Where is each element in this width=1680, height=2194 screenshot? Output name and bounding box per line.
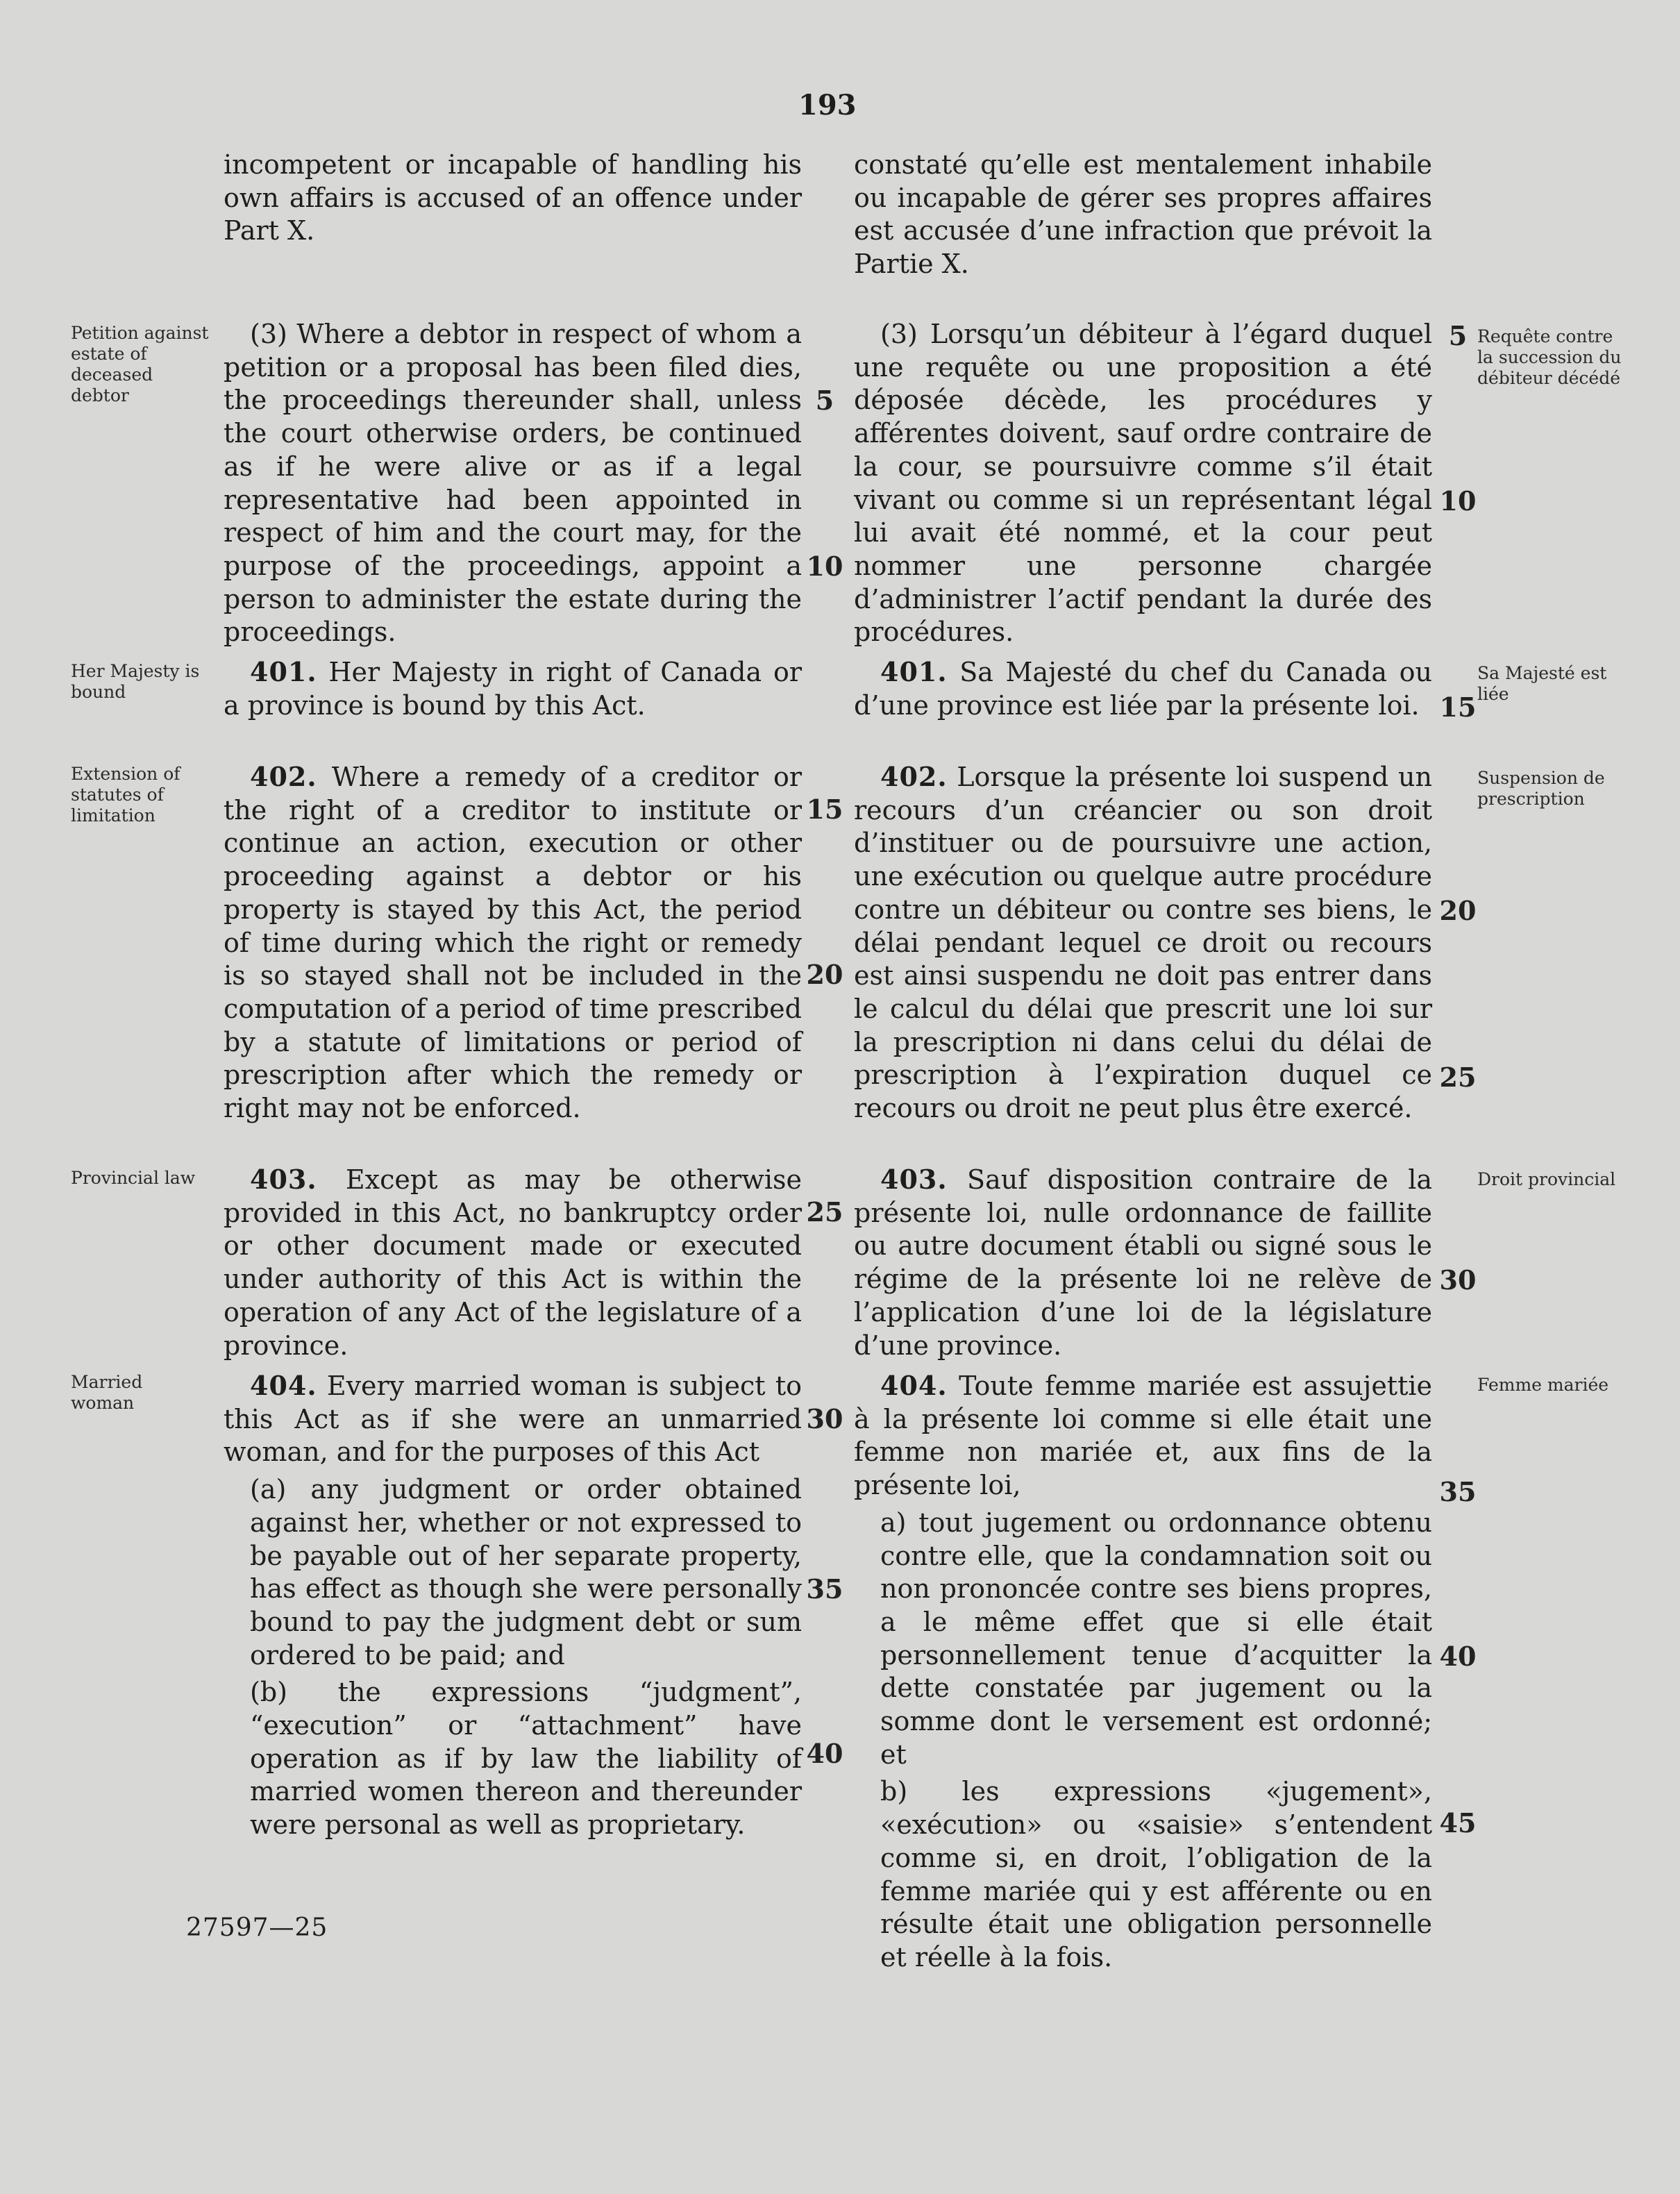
fr-section-402-text: Lorsque la présente loi suspend un recours d’un créancier ou son droit d’instituer ou de poursuivre une action, une exécution ou quelque autre procédure contre un débiteur ou contre ses biens, le délai pendant lequel ce droit ou recours est ainsi suspendu ne doit pas entrer dans le calcul du délai que prescrit une loi sur la prescription ni dans celui du délai de prescription à l’expiration duquel ce recours ou droit ne peut plus être exercé. [854,762,1432,1124]
margin-note-her-majesty-bound: Her Majesty is bound [71,661,200,702]
fr-section-402 [854,760,1432,1125]
en-section-403-text: Except as may be otherwise provided in this Act, no bankruptcy order or other document made or executed under authority of this Act is within the operation of any Act of the legislature of a province. [224,1164,802,1361]
margin-note-petition-against-estate: Petition against estate of deceased debtor [71,323,209,405]
en-line-number-10: 10 [806,551,843,582]
margin-note-requete-contre-succession: Requête contre la succession du débiteur décédé [1477,326,1622,388]
fr-section-403 [854,1163,1432,1362]
fr-section-404-number: 404. [880,1370,948,1401]
fr-section-401 [854,655,1432,722]
en-section-404 [224,1369,802,1842]
en-section-404-text: Every married woman is subject to this Act as if she were an unmarried woman, and for the purposes of this Act [224,1371,802,1468]
en-section-404-b: (b) the expressions “judgment”, “execution” or “attachment” have operation as if by law the liability of married women thereon and thereunder were personal as well as proprietary. [250,1677,802,1841]
en-section-402 [224,760,802,1125]
margin-note-sa-majeste-liee: Sa Majesté est liée [1477,663,1607,704]
en-section-402-text: Where a remedy of a creditor or the right of a creditor to institute or continue an action, execution or other proceeding against a debtor or his property is stayed by this Act, the period of time during which the right or remedy is so stayed shall not be included in the computation of a period of time prescribed by a statute of limitations or period of prescription after which the remedy or right may not be enforced. [224,762,802,1124]
en-section-401 [224,655,802,722]
fr-section-401-text: Sa Majesté du chef du Canada ou d’une province est liée par la présente loi. [854,657,1432,721]
fr-section-400-3: (3) Lorsqu’un débiteur à l’égard duquel une requête ou une proposition a été déposée décède, les procédures y afférentes doivent, sauf ordre contraire de la cour, se poursuivre comme s’il était vivant ou comme si un représentant légal lui avait été nommé, et la cour peut nommer une personne chargée d’administrer l’actif pendant la durée des procédures. [854,319,1432,648]
fr-line-number-25: 25 [1439,1062,1477,1093]
en-intro-paragraph: incompetent or incapable of handling his own affairs is accused of an offence under Part X. [224,149,802,246]
fr-section-404 [854,1369,1432,1975]
fr-line-number-5: 5 [1448,320,1468,351]
fr-line-number-10: 10 [1439,485,1477,517]
fr-section-402-number: 402. [880,761,948,792]
en-line-number-30: 30 [806,1403,843,1434]
margin-note-provincial-law: Provincial law [71,1168,196,1188]
margin-note-extension-of-statutes: Extension of statutes of limitation [71,764,180,826]
fr-section-401-number: 401. [880,656,948,687]
fr-section-404-intro [854,1369,1432,1502]
en-section-404-number: 404. [250,1370,317,1401]
margin-note-femme-mariee: Femme mariée [1477,1375,1609,1395]
en-line-number-15: 15 [806,794,843,825]
footer-code: 27597—25 [186,1914,328,1942]
en-line-number-35: 35 [806,1573,843,1605]
en-line-number-5: 5 [815,385,834,416]
fr-line-number-20: 20 [1439,895,1477,926]
fr-line-number-45: 45 [1439,1807,1477,1839]
en-section-403-number: 403. [250,1164,317,1195]
margin-note-suspension-prescription: Suspension de prescription [1477,768,1605,809]
en-section-401-number: 401. [250,656,317,687]
fr-section-404-text: Toute femme mariée est assujettie à la présente loi comme si elle était une femme non mariée et, aux fins de la présente loi, [854,1371,1432,1501]
fr-line-number-30: 30 [1439,1264,1477,1296]
en-section-400-3: (3) Where a debtor in respect of whom a petition or a proposal has been filed dies, the proceedings thereunder shall, unless the court otherwise orders, be continued as if he were alive or as if a legal representative had been appointed in respect of him and the court may, for the purpose of the proceedings, appoint a person to administer the estate during the proceedings. [224,319,802,648]
fr-line-number-35: 35 [1439,1476,1477,1507]
fr-section-403-text: Sauf disposition contraire de la présente loi, nulle ordonnance de faillite ou autre document établi ou signé sous le régime de la présente loi ne relève de l’application d’une loi de la législature d’une province. [854,1164,1432,1361]
page-number: 193 [798,89,857,122]
margin-note-married-woman: Married woman [71,1372,143,1413]
fr-section-404-a: a) tout jugement ou ordonnance obtenu contre elle, que la condamnation soit ou non prononcée contre ses biens propres, a le même effet que si elle était personnellement tenue d’acquitter la dette constatée par jugement ou la somme dont le versement est ordonné; et [880,1507,1432,1770]
margin-note-droit-provincial: Droit provincial [1477,1169,1616,1189]
fr-section-404-b: b) les expressions «jugement», «exécution» ou «saisie» s’entendent comme si, en droit, l’obligation de la femme mariée qui y est afférente ou en résulte était une obligation personnelle et réelle à la fois. [880,1776,1432,1973]
fr-section-403-number: 403. [880,1164,948,1195]
en-section-403 [224,1163,802,1362]
en-line-number-20: 20 [806,959,843,990]
en-section-401-text: Her Majesty in right of Canada or a province is bound by this Act. [224,657,802,721]
en-line-number-25: 25 [806,1196,843,1228]
en-section-404-a: (a) any judgment or order obtained against her, whether or not expressed to be payable out of her separate property, has effect as though she were personally bound to pay the judgment debt or sum ordered to be paid; and [250,1474,802,1670]
fr-line-number-15: 15 [1439,692,1477,723]
en-section-404-intro [224,1369,802,1469]
fr-intro-paragraph: constaté qu’elle est mentalement inhabile ou incapable de gérer ses propres affaires est accusée d’une infraction que prévoit la Partie X. [854,149,1432,280]
en-section-402-number: 402. [250,761,317,792]
en-line-number-40: 40 [806,1738,843,1769]
fr-line-number-40: 40 [1439,1641,1477,1672]
